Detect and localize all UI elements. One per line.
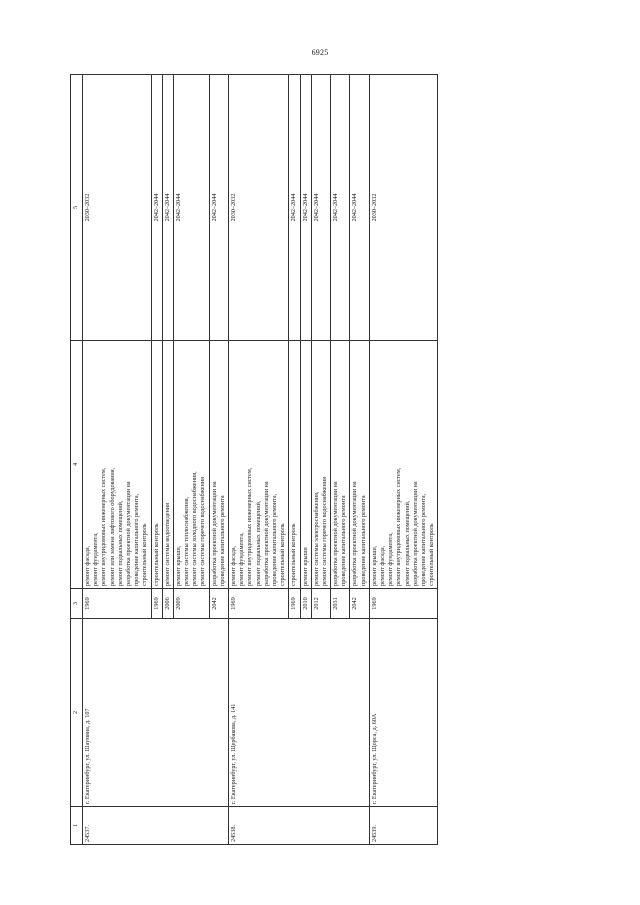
works-cell: ремонт фасада, ремонт фундамента, ремонт внутридомовых инженерных систем, ремонт подвальных помещений, разработка проектной документации на проведение капитального ремонта, строительный контроль bbox=[229, 341, 289, 589]
year-cell: 1969 bbox=[151, 589, 162, 619]
works-cell: ремонт крыши, ремонт фасада, ремонт фундамента, ремонт внутридомовых инженерных систем, ремонт подвальных помещений, разработка проектной документации на проведение капитального ремонта, строительный контроль bbox=[369, 341, 438, 589]
period-cell: 2042–2044 bbox=[289, 75, 300, 341]
year-cell: 2042 bbox=[350, 589, 369, 619]
address-cell: г. Екатеринбург, ул. Щербакова, д. 141 bbox=[229, 619, 370, 807]
works-cell: ремонт системы электроснабжения, ремонт системы горячего водоснабжения bbox=[311, 341, 330, 589]
col-header-1: 1 bbox=[71, 807, 83, 845]
row-number: 24538. bbox=[229, 807, 370, 845]
period-cell: 2042–2044 bbox=[300, 75, 311, 341]
year-cell: 2031 bbox=[331, 589, 350, 619]
works-cell: строительный контроль bbox=[289, 341, 300, 589]
year-cell: 1969 bbox=[83, 589, 152, 619]
col-header-5: 5 bbox=[71, 75, 83, 341]
period-cell: 2042–2044 bbox=[162, 75, 173, 341]
year-cell: 2042 bbox=[209, 589, 228, 619]
table-row bbox=[369, 75, 438, 845]
col-header-4: 4 bbox=[71, 341, 83, 589]
period-cell: 2042–2044 bbox=[331, 75, 350, 341]
period-cell: 2030–2032 bbox=[229, 75, 289, 341]
header-row bbox=[71, 75, 83, 845]
period-cell: 2030–2032 bbox=[83, 75, 152, 341]
works-cell: разработка проектной документации на проведение капитального ремонта bbox=[350, 341, 369, 589]
period-cell: 2030–2032 bbox=[369, 75, 438, 341]
address-cell: г. Екатеринбург, ул. Щорса, д. 60А bbox=[369, 619, 438, 807]
year-cell: 1969 bbox=[289, 589, 300, 619]
page-number: 6925 bbox=[311, 48, 329, 57]
year-cell: 1969 bbox=[369, 589, 438, 619]
year-cell: 2010 bbox=[300, 589, 311, 619]
period-cell: 2042–2044 bbox=[311, 75, 330, 341]
col-header-3: 3 bbox=[71, 589, 83, 619]
rotated-sheet bbox=[70, 75, 570, 845]
year-cell: 2006 bbox=[162, 589, 173, 619]
works-cell: ремонт фасада, ремонт фундамента, ремонт внутридомовых инженерных систем, ремонт или замена лифтового оборудования, ремонт подвальных помещений, разработка проектной документации на проведение капитального ремонта, строительный контроль bbox=[83, 341, 152, 589]
row-number: 24537. bbox=[83, 807, 229, 845]
table-row bbox=[83, 75, 152, 845]
address-cell: г. Екатеринбург, ул. Шаумяна, д. 107 bbox=[83, 619, 229, 807]
period-cell: 2042–2044 bbox=[151, 75, 162, 341]
year-cell: 2012 bbox=[311, 589, 330, 619]
works-cell: разработка проектной документации на проведение капитального ремонта bbox=[209, 341, 228, 589]
year-cell: 1969 bbox=[229, 589, 289, 619]
period-cell: 2042–2044 bbox=[209, 75, 228, 341]
works-cell: разработка проектной документации на проведение капитального ремонта bbox=[331, 341, 350, 589]
works-cell: ремонт системы водоотведения bbox=[162, 341, 173, 589]
col-header-2: 2 bbox=[71, 619, 83, 807]
works-cell: строительный контроль bbox=[151, 341, 162, 589]
row-number: 24539. bbox=[369, 807, 438, 845]
year-cell: 2009 bbox=[173, 589, 209, 619]
works-cell: ремонт крыши, ремонт системы теплоснабжения, ремонт системы холодного водоснабжения, ремонт системы горячего водоснабжения bbox=[173, 341, 209, 589]
repair-schedule-table bbox=[70, 74, 438, 845]
period-cell: 2042–2044 bbox=[173, 75, 209, 341]
table-row bbox=[229, 75, 289, 845]
period-cell: 2042–2044 bbox=[350, 75, 369, 341]
table-body bbox=[83, 75, 438, 845]
works-cell: ремонт крыши bbox=[300, 341, 311, 589]
